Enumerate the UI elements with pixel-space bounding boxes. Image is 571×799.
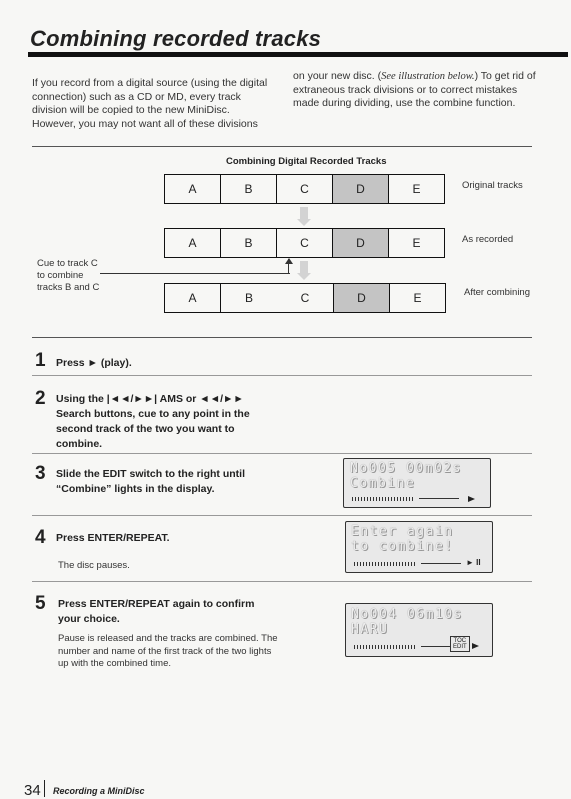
- divider: [32, 581, 532, 582]
- level-meter: [352, 497, 414, 501]
- lcd-display: [343, 458, 491, 508]
- lcd-display: [345, 521, 493, 573]
- track-cell: C: [277, 175, 333, 203]
- step-text: Press ENTER/REPEAT.: [56, 532, 170, 544]
- lcd-line-2: HARU: [351, 622, 389, 637]
- divider: [32, 337, 532, 338]
- step-subtext-line: Pause is released and the tracks are combined. The: [58, 633, 278, 644]
- track-cell-label: C: [300, 291, 310, 305]
- step-text-line: second track of the two you want to: [56, 423, 235, 435]
- diagram-title: Combining Digital Recorded Tracks: [226, 156, 387, 167]
- step-number: 1: [35, 350, 46, 371]
- track-cell: E: [412, 236, 421, 250]
- level-meter-line: [421, 563, 461, 564]
- track-cell: A: [165, 229, 221, 257]
- play-icon: [468, 496, 475, 502]
- toc-edit-indicator: [450, 636, 470, 652]
- row-label-original: Original tracks: [462, 180, 523, 191]
- level-meter-line: [421, 646, 451, 647]
- track-row-original: [164, 174, 445, 204]
- track-row-combined: [164, 283, 446, 313]
- step-subtext: The disc pauses.: [58, 560, 130, 571]
- track-cell: E: [412, 182, 421, 196]
- cue-arrow-icon: [285, 258, 293, 264]
- step-subtext-line: number and name of the first track of the two lights: [58, 645, 272, 657]
- play-icon: [472, 643, 479, 649]
- step-text: [58, 597, 254, 627]
- track-cell-label: B: [244, 291, 253, 305]
- edit-label: EDIT: [453, 644, 467, 650]
- step-text-line: “Combine” lights in the display.: [56, 483, 215, 495]
- cue-label-line: Cue to track C: [37, 258, 98, 269]
- track-cell-combined: [221, 284, 333, 312]
- track-cell: B: [221, 175, 277, 203]
- level-meter: [354, 562, 416, 566]
- divider: [32, 453, 532, 454]
- page-title: Combining recorded tracks: [30, 26, 322, 51]
- track-cell: D: [333, 175, 389, 203]
- track-cell: D: [333, 229, 389, 257]
- step-subtext: [58, 633, 278, 671]
- cue-label-line: to combine: [37, 270, 84, 281]
- level-meter: [354, 645, 416, 649]
- lcd-line-1: No005 00m02s: [350, 461, 462, 476]
- step-number: 3: [35, 463, 46, 484]
- lcd-line-1: No004 06m10s: [351, 607, 463, 622]
- track-cell: C: [277, 229, 333, 257]
- step-number: 5: [35, 593, 46, 614]
- track-cell: A: [165, 284, 221, 312]
- lcd-line-1: Enter again: [351, 524, 454, 539]
- intro-right: [293, 70, 543, 111]
- page-number: 34: [24, 782, 41, 799]
- lcd-line-2: Combine: [350, 476, 416, 491]
- step-subtext-line: up with the combined time.: [58, 658, 172, 669]
- toc-label: TOC: [453, 638, 467, 644]
- track-cell: D: [333, 284, 390, 312]
- row-label-combined: After combining: [464, 287, 531, 298]
- divider: [32, 515, 532, 516]
- step-text: [56, 467, 245, 497]
- step-number: 4: [35, 527, 46, 548]
- step-text-line: Press ENTER/REPEAT again to confirm: [58, 598, 255, 610]
- intro-right-suffix: ) To get rid of extraneous track divisions or to correct mistakes made during dividing, use the combine function.: [293, 70, 536, 109]
- cue-label: [37, 258, 99, 294]
- step-number: 2: [35, 388, 46, 409]
- arrow-down-icon: [300, 207, 308, 219]
- lcd-display: [345, 603, 493, 657]
- section-name: Recording a MiniDisc: [53, 786, 145, 796]
- title-rule: [28, 52, 568, 57]
- level-meter-line: [419, 498, 459, 499]
- intro-right-italic: See illustration below.: [381, 71, 475, 82]
- play-pause-icon: ► II: [466, 558, 481, 567]
- cue-label-line: tracks B and C: [37, 282, 100, 293]
- intro-right-prefix: on your new disc. (: [293, 70, 382, 82]
- step-text-line: your choice.: [58, 613, 120, 625]
- footer-separator: [44, 780, 45, 797]
- step-text-line: Search buttons, cue to any point in the: [56, 408, 250, 420]
- step-text-line: Slide the EDIT switch to the right until: [56, 468, 245, 480]
- track-row-recorded: [164, 228, 445, 258]
- divider: [32, 375, 532, 376]
- intro-left: If you record from a digital source (using the digital connection) such as a CD or MD, every track division will be copied to the new MiniDisc. However, you may not want all of these divisions: [32, 77, 268, 130]
- arrow-down-icon: [300, 261, 308, 273]
- row-label-recorded: As recorded: [462, 234, 514, 245]
- cue-pointer-line: [100, 273, 290, 274]
- track-cell: E: [413, 291, 422, 305]
- track-cell: A: [165, 175, 221, 203]
- step-text-line: combine.: [56, 438, 103, 450]
- step-text: Press ► (play).: [56, 357, 132, 369]
- lcd-line-2: to combine!: [351, 539, 454, 554]
- step-text-line: Using the |◄◄/►►| AMS or ◄◄/►►: [56, 393, 244, 405]
- track-cell: B: [221, 229, 277, 257]
- step-text: [56, 392, 250, 452]
- divider: [32, 146, 532, 147]
